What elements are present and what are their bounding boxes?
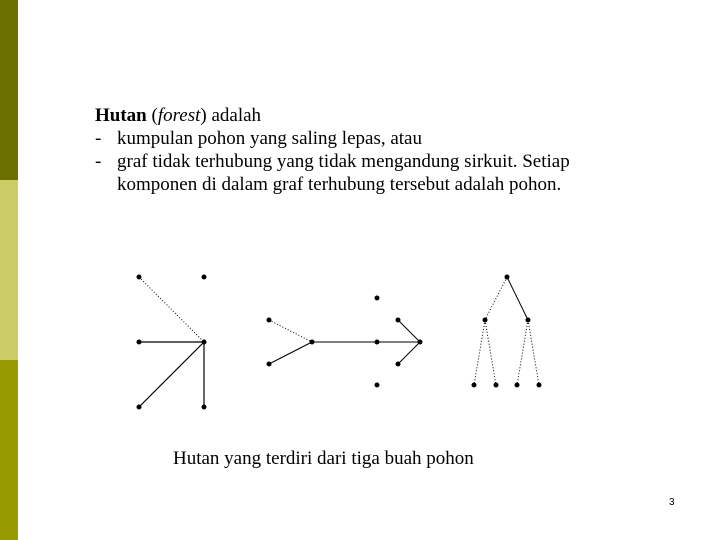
term-forest: forest — [157, 105, 201, 126]
tree-vertex — [310, 340, 314, 344]
bullet-continuation: komponen di dalam graf terhubung tersebut adalah pohon. — [117, 174, 562, 195]
tree-vertex — [526, 318, 530, 322]
tree-edge — [139, 342, 204, 407]
tree-vertex — [396, 318, 400, 322]
tree-vertex — [515, 383, 519, 387]
paren-open: ( — [146, 105, 158, 126]
tree-edge — [398, 320, 420, 342]
tree-vertex — [202, 340, 206, 344]
page-number: 3 — [669, 497, 675, 508]
tree-vertex — [505, 275, 509, 279]
tree-vertex — [483, 318, 487, 322]
tree-edge — [528, 320, 539, 385]
tree-three — [472, 275, 541, 387]
bullet-text: kumpulan pohon yang saling lepas, atau — [117, 128, 422, 149]
tree-vertex — [375, 340, 379, 344]
tree-vertex — [267, 318, 271, 322]
tree-edge — [485, 320, 496, 385]
heading-rest: ) adalah — [200, 105, 262, 126]
tree-edge — [474, 320, 485, 385]
bullet-marker: - — [95, 151, 102, 172]
tree-vertex — [375, 383, 379, 387]
tree-vertex — [418, 340, 422, 344]
tree-edge — [507, 277, 528, 320]
tree-edge — [398, 342, 420, 364]
tree-edge — [517, 320, 528, 385]
diagram-caption: Hutan yang terdiri dari tiga buah pohon — [173, 448, 474, 469]
tree-vertex — [267, 362, 271, 366]
tree-vertex — [375, 296, 379, 300]
tree-two — [267, 296, 422, 387]
term-hutan: Hutan — [95, 105, 147, 126]
tree-vertex — [137, 340, 141, 344]
tree-vertex — [202, 275, 206, 279]
tree-edge — [269, 320, 312, 342]
tree-vertex — [137, 405, 141, 409]
tree-edge — [485, 277, 507, 320]
tree-vertex — [202, 405, 206, 409]
tree-vertex — [396, 362, 400, 366]
tree-vertex — [494, 383, 498, 387]
tree-one — [137, 275, 206, 409]
tree-vertex — [472, 383, 476, 387]
bullet-marker: - — [95, 128, 102, 149]
bullet-text: graf tidak terhubung yang tidak mengandung sirkuit. Setiap — [117, 151, 570, 172]
tree-vertex — [137, 275, 141, 279]
tree-vertex — [537, 383, 541, 387]
tree-edge — [139, 277, 204, 342]
tree-edge — [269, 342, 312, 364]
